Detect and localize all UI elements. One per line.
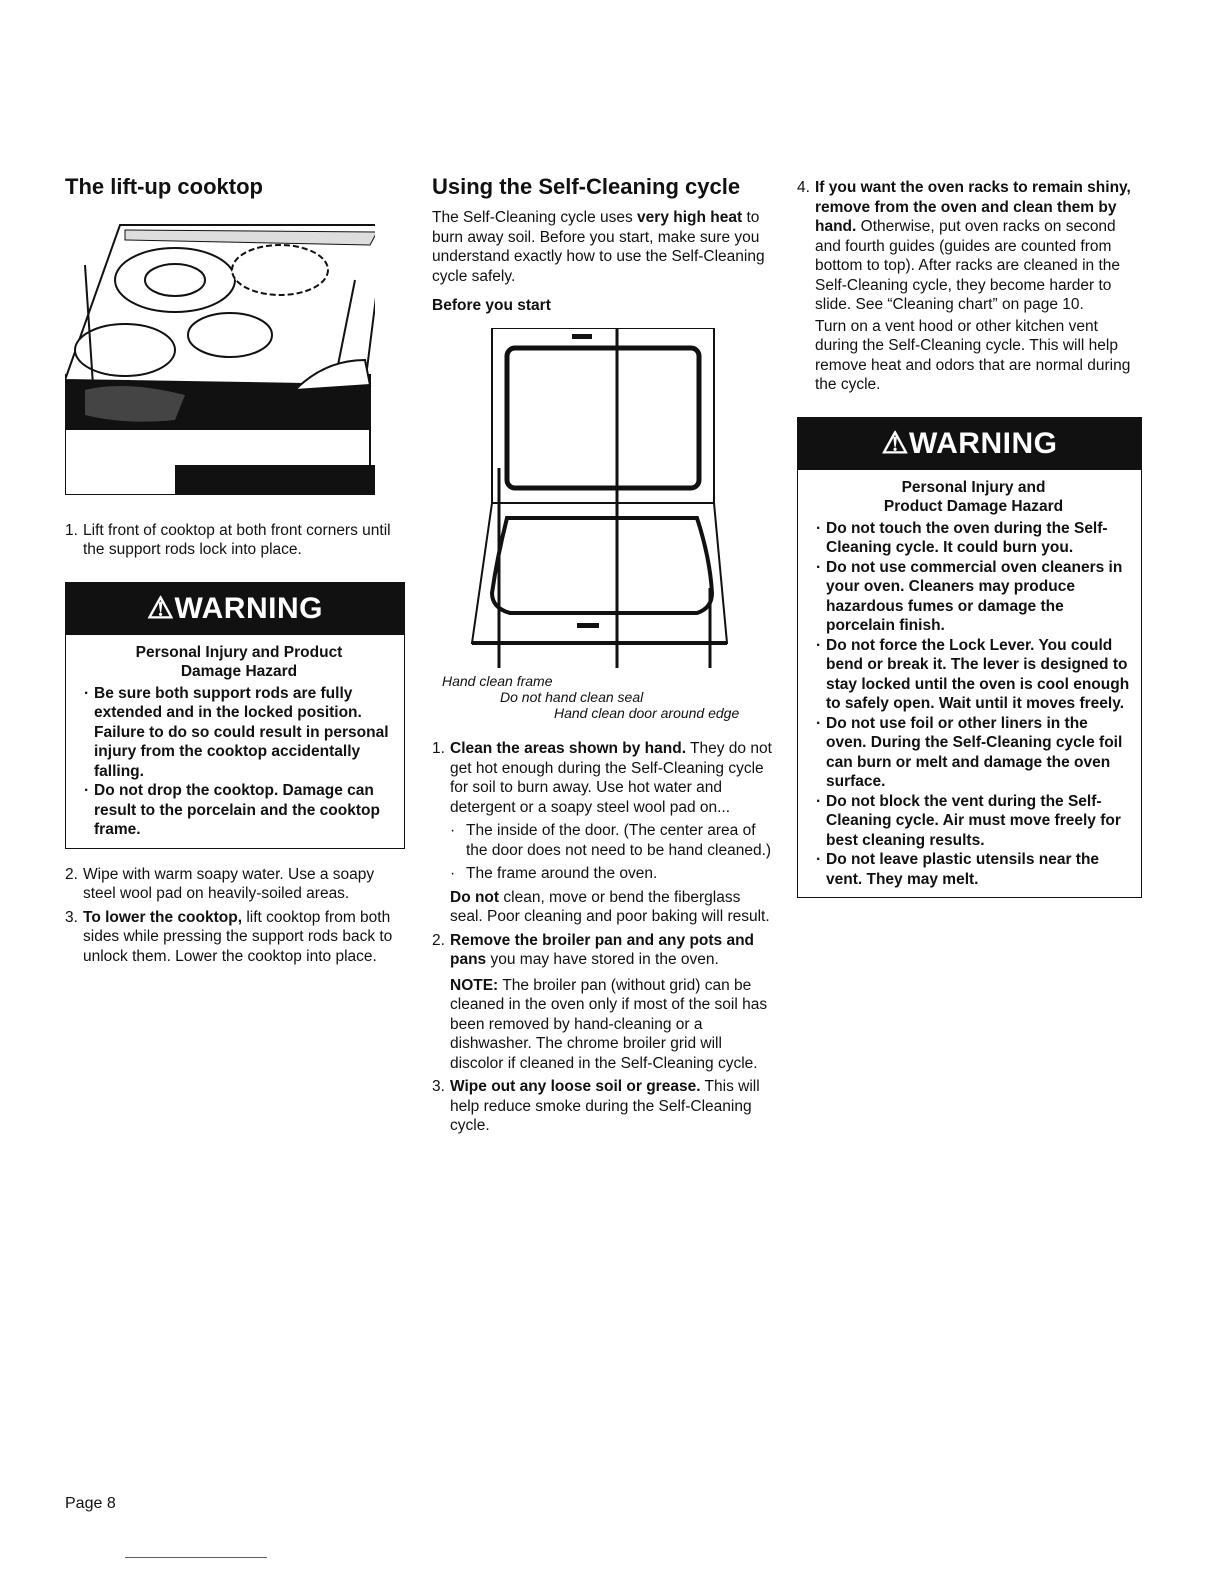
step-3: 3. To lower the cooktop, lift cooktop from both sides while pressing the support rods back to unlock them. Lower the cooktop into place. [65, 908, 393, 965]
warning-bullet: · Do not use commercial oven cleaners in your oven. Cleaners may produce hazardous fumes or damage the porcelain finish. [816, 558, 1123, 634]
warning-box [797, 417, 1142, 899]
warning-bullet: · Do not touch the oven during the Self-Cleaning cycle. It could burn you. [816, 519, 1108, 556]
section-heading: Using the Self-Cleaning cycle [432, 174, 741, 199]
step-2: 2. Wipe with warm soapy water. Use a soapy steel wool pad on heavily-soiled areas. [65, 865, 375, 902]
warning-subtitle: Personal Injury and Product Damage Hazard [135, 643, 343, 680]
subheading: Before you start [432, 297, 551, 314]
label-do-not-clean-seal: Do not hand clean seal [500, 689, 644, 705]
warning-box [65, 582, 405, 849]
warning-bullet: · Do not force the Lock Lever. You could bend or break it. The lever is designed to stay locked until the oven is cool enough to safely open. Wait until it moves freely. [816, 636, 1130, 712]
column-self-cleaning [432, 174, 772, 1136]
warning-bullet: · Do not use foil or other liners in the oven. During the Self-Cleaning cycle foil can burn or melt and damage the oven surface. [816, 714, 1123, 790]
footer-rule [125, 1557, 267, 1558]
warning-subtitle: Personal Injury and Product Damage Hazard [883, 478, 1064, 515]
step-2: 2. Remove the broiler pan and any pots and pans you may have stored in the oven. NOTE: The broiler pan (without grid) can be cleaned in the oven only if most of the soil has been removed by hand-cleaning or a dishwasher. The chrome broiler grid will discolor if cleaned in the Self-Cleaning cycle. [432, 931, 768, 1072]
page-number: Page 8 [65, 1495, 116, 1512]
intro-paragraph: The Self-Cleaning cycle uses very high heat to burn away soil. Before you start, make sure you understand exactly how to use the Self-Cleaning cycle safely. [432, 209, 765, 285]
bullet: · The frame around the oven. [450, 865, 658, 882]
step-3: 3. Wipe out any loose soil or grease. This will help reduce smoke during the Self-Cleaning cycle. [432, 1078, 760, 1134]
bullet: · The inside of the door. (The center area of the door does not need to be hand cleaned.) [450, 822, 772, 859]
section-heading: The lift-up cooktop [65, 174, 263, 199]
warning-triangle-icon: ⚠ [147, 591, 175, 625]
warning-triangle-icon: ⚠ [881, 426, 909, 460]
step-1: 1. Clean the areas shown by hand. They do not get hot enough during the Self-Cleaning cycle for soil to burn away. Use hot water and detergent or a soapy steel wool pad on... · The inside of the door. (The center area of the door does not need to be hand cleaned.) · The frame around the oven. Do not clean, move or bend the fiberglass seal. Poor cleaning and poor baking will result. [432, 740, 772, 925]
step-4: 4. If you want the oven racks to remain shiny, remove from the oven and clean them by hand. Otherwise, put oven racks on second and fourth guides (guides are counted from bottom to top). After racks are cleaned in the Self-Cleaning cycle, they become harder to slide. See “Cleaning chart” on page 10. Turn on a vent hood or other kitchen vent during the Self-Cleaning cycle. This will help remove heat and odors that are normal during the cycle. [797, 179, 1131, 393]
warning-bullet: · Do not block the vent during the Self-Cleaning cycle. Air must move freely for best cleaning results. [816, 792, 1121, 849]
warning-header: ⚠WARNING [66, 583, 404, 635]
column-lift-up-cooktop [65, 174, 405, 966]
cooktop-illustration [65, 210, 375, 495]
warning-header: ⚠WARNING [798, 418, 1141, 470]
oven-door-illustration [452, 328, 752, 668]
warning-bullet: · Do not leave plastic utensils near the vent. They may melt. [816, 851, 1100, 888]
warning-bullet: · Do not drop the cooktop. Damage can result to the porcelain and the cooktop frame. [84, 782, 380, 838]
step-1: 1. Lift front of cooktop at both front corners until the support rods lock into place. [65, 521, 391, 558]
label-hand-clean-door-edge: Hand clean door around edge [554, 705, 740, 721]
column-racks-and-warning [797, 178, 1142, 898]
warning-bullet: · Be sure both support rods are fully extended and in the locked position. Failure to do so could result in personal injury from the cooktop accidentally falling. [84, 684, 389, 780]
label-hand-clean-frame: Hand clean frame [442, 673, 553, 689]
